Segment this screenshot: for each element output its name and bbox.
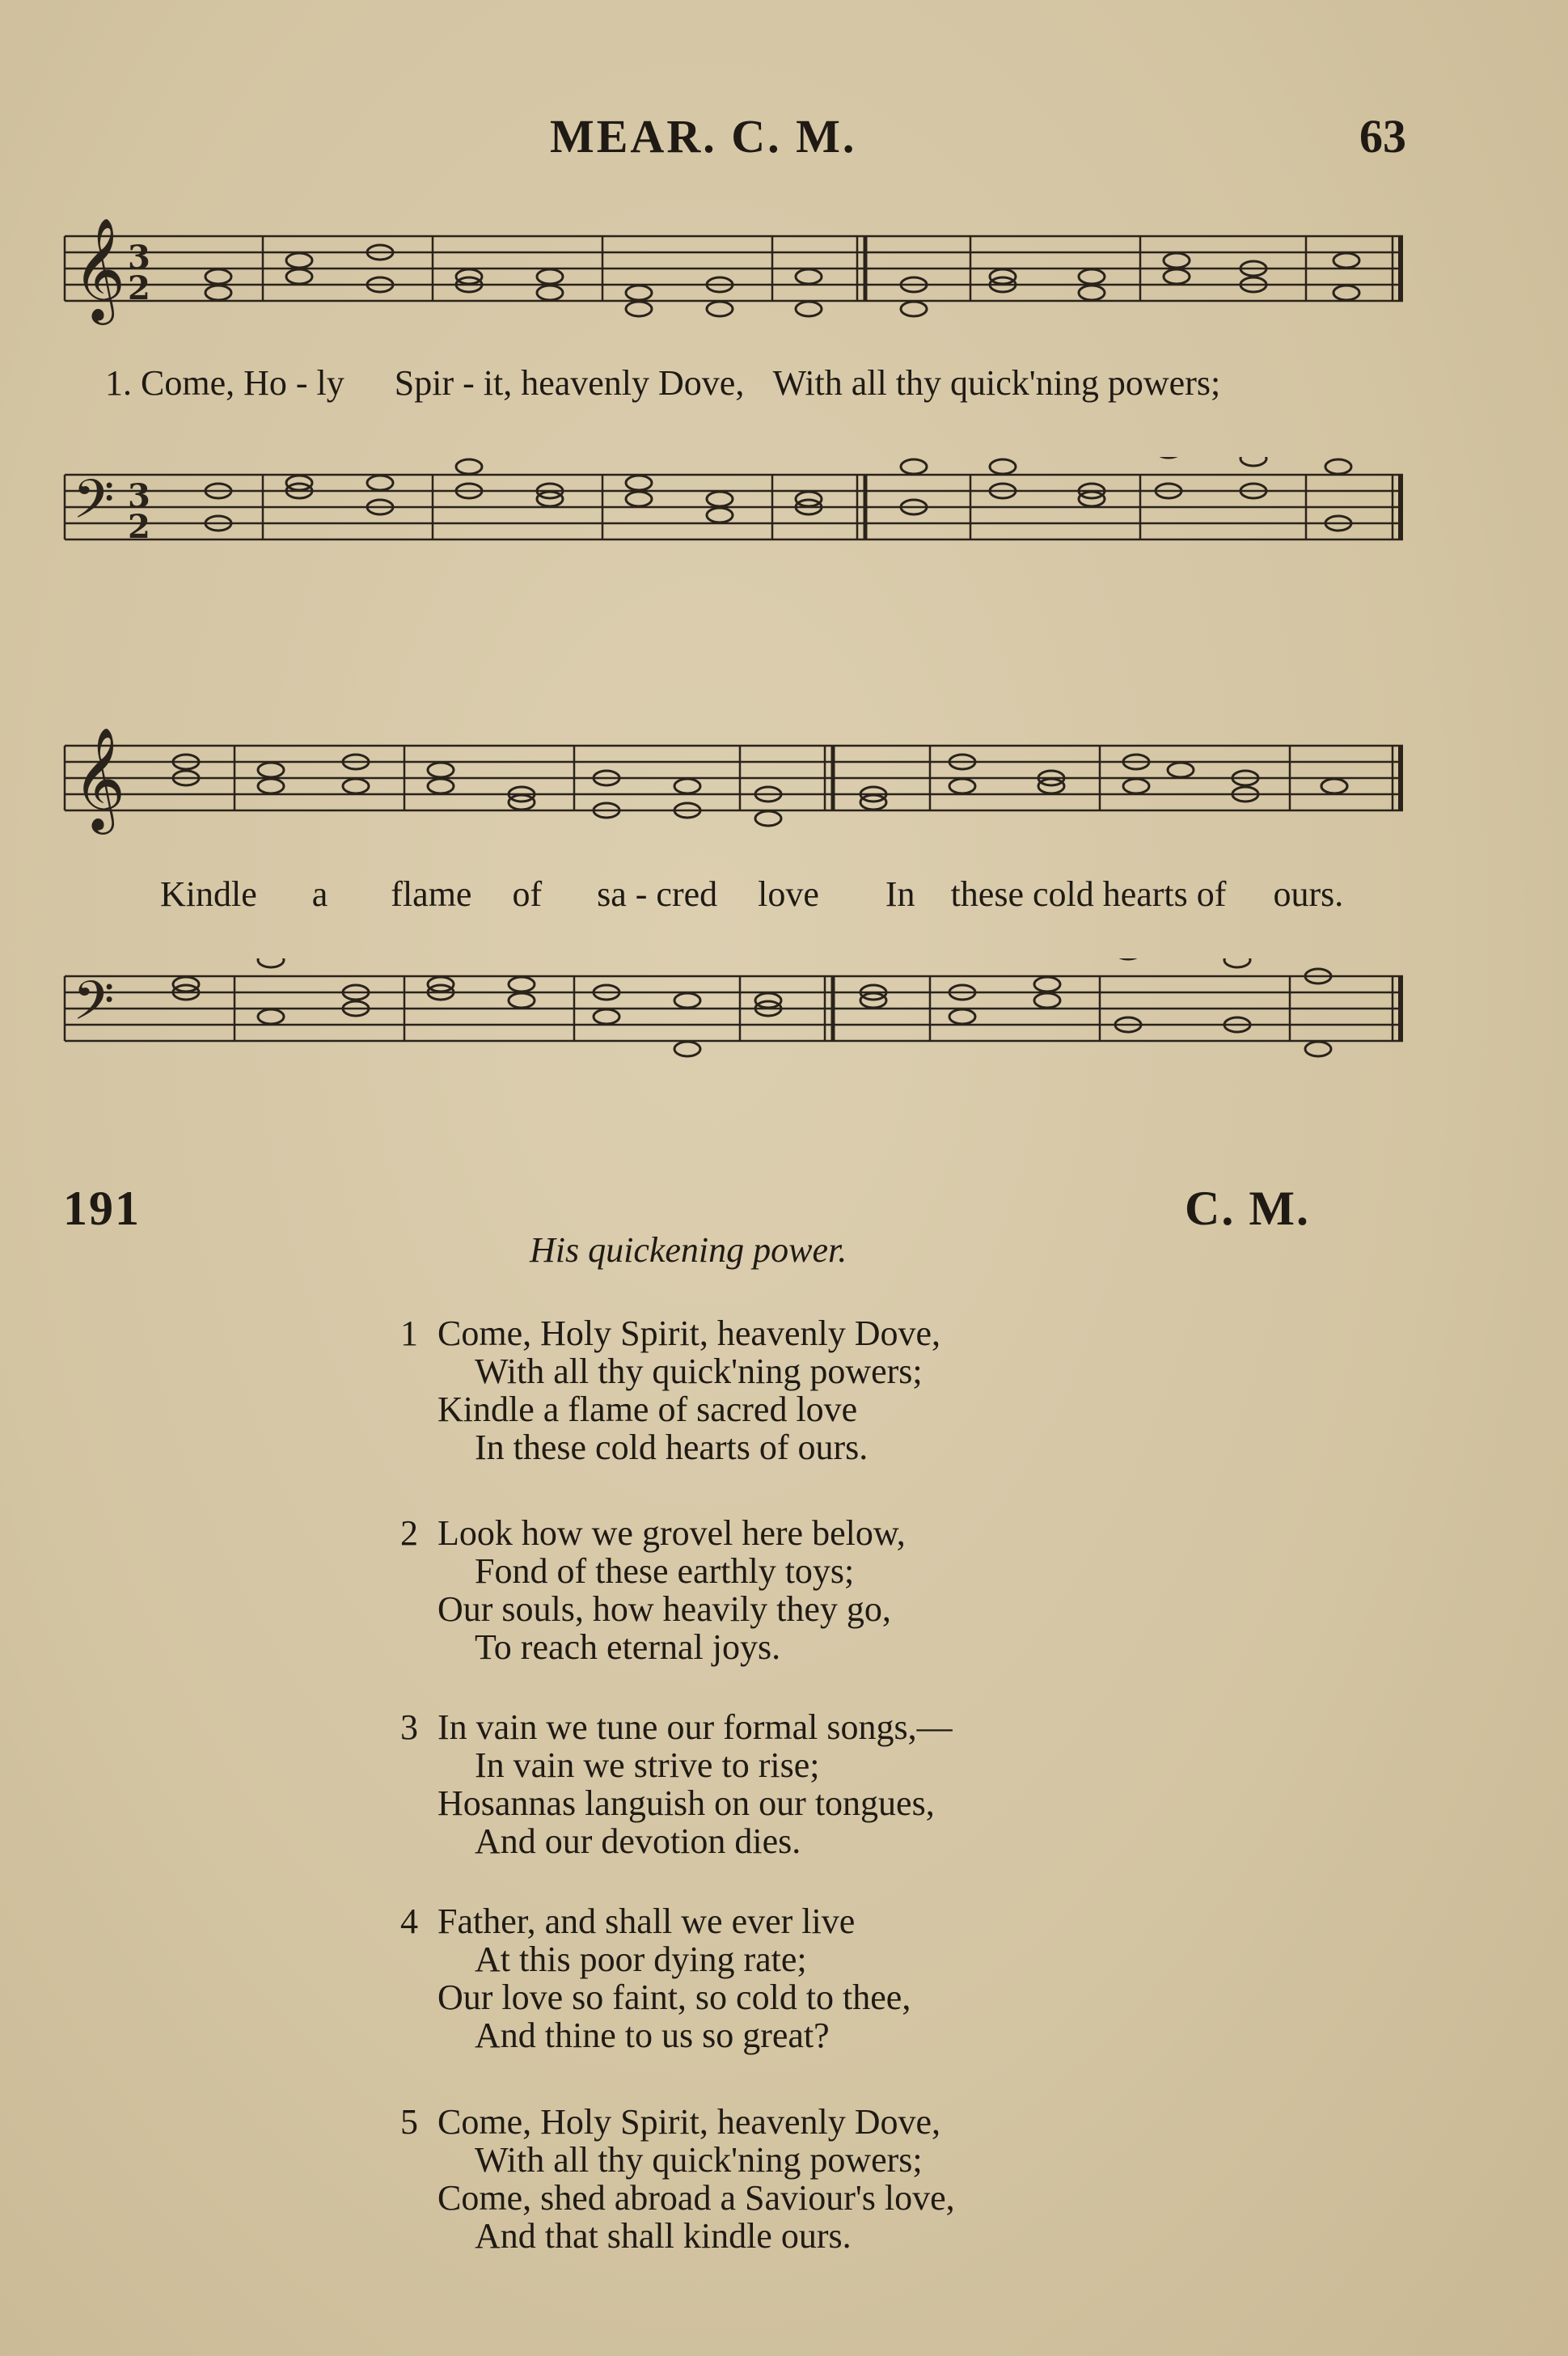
stanza-line: Come, shed abroad a Saviour's love, [437, 2178, 955, 2218]
svg-text:2: 2 [128, 508, 150, 546]
stanza-number: 2 [400, 1513, 418, 1553]
stanza-line: Hosannas languish on our tongues, [437, 1783, 935, 1823]
stanza-number: 1 [400, 1313, 418, 1353]
svg-text:2: 2 [128, 269, 150, 307]
stanza-line: 5 Come, Holy Spirit, heavenly Dove, [400, 2102, 941, 2142]
bass-clef-icon: 𝄢 [73, 970, 115, 1045]
stanza-line: 3 In vain we tune our formal songs,— [400, 1707, 953, 1747]
stanza-4 [400, 1902, 911, 2054]
lyric-segment: these cold hearts of [950, 874, 1227, 914]
treble-clef-icon: 𝄞 [73, 728, 126, 830]
stanza-line: Kindle a flame of sacred love [437, 1389, 858, 1429]
stanza-line: And our devotion dies. [475, 1821, 801, 1861]
lyric-segment: 1. Come, Ho - ly [105, 363, 344, 403]
stanza-line: And thine to us so great? [475, 2016, 830, 2055]
tune-title: MEAR. C. M. [550, 110, 857, 163]
stanza-line: 4 Father, and shall we ever live [400, 1901, 856, 1941]
stanza-line: In vain we strive to rise; [475, 1745, 820, 1785]
music-system-1-treble [0, 218, 1568, 348]
stanza-1 [400, 1314, 940, 1466]
page-header [0, 109, 1568, 166]
stanza-3 [400, 1708, 953, 1860]
stanza-line: 1 Come, Holy Spirit, heavenly Dove, [400, 1313, 941, 1353]
lyric-segment: In [885, 874, 915, 914]
stanza-line: 2 Look how we grovel here below, [400, 1513, 906, 1553]
lyric-segment: Spir - it, heavenly Dove, [394, 363, 745, 403]
stanza-line: Our souls, how heavily they go, [437, 1589, 891, 1629]
bass-clef-icon: 𝄢 [73, 468, 115, 544]
stanza-line: Fond of these earthly toys; [475, 1551, 855, 1591]
stanza-line: With all thy quick'ning powers; [475, 1351, 923, 1391]
music-system-2-bass [0, 958, 1568, 1080]
stanza-line: In these cold hearts of ours. [475, 1428, 869, 1467]
lyric-segment: flame [391, 874, 472, 914]
lyric-segment: love [758, 874, 819, 914]
stanza-line: At this poor dying rate; [475, 1939, 807, 1979]
system-1-lyrics [105, 362, 1220, 404]
lyric-segment: of [512, 874, 543, 914]
stanza-line: Our love so faint, so cold to thee, [437, 1977, 911, 2017]
lyric-segment: sa - cred [597, 874, 718, 914]
lyric-segment: Kindle [160, 874, 257, 914]
hymn-subtitle: His quickening power. [530, 1230, 847, 1270]
hymn-number: 191 [63, 1182, 141, 1235]
music-system-1-bass [0, 457, 1568, 578]
page-number: 63 [1359, 110, 1406, 163]
hymn-meter: C. M. [1185, 1182, 1310, 1235]
system-2-lyrics [160, 873, 1343, 915]
stanza-line: To reach eternal joys. [475, 1627, 781, 1667]
stanza-line: And that shall kindle ours. [475, 2216, 852, 2256]
lyric-segment: ours. [1273, 874, 1344, 914]
stanza-line: With all thy quick'ning powers; [475, 2140, 923, 2180]
svg-text:3: 3 [128, 239, 150, 277]
treble-clef-icon: 𝄞 [73, 218, 126, 320]
stanza-number: 3 [400, 1707, 418, 1747]
stanza-number: 4 [400, 1901, 418, 1941]
stanza-5 [400, 2103, 955, 2255]
svg-text:3: 3 [128, 477, 150, 515]
stanza-2 [400, 1514, 906, 1666]
music-system-2-treble [0, 728, 1568, 857]
lyric-segment: a [311, 874, 328, 914]
lyric-segment: With all thy quick'ning powers; [772, 363, 1221, 403]
stanza-number: 5 [400, 2102, 418, 2142]
